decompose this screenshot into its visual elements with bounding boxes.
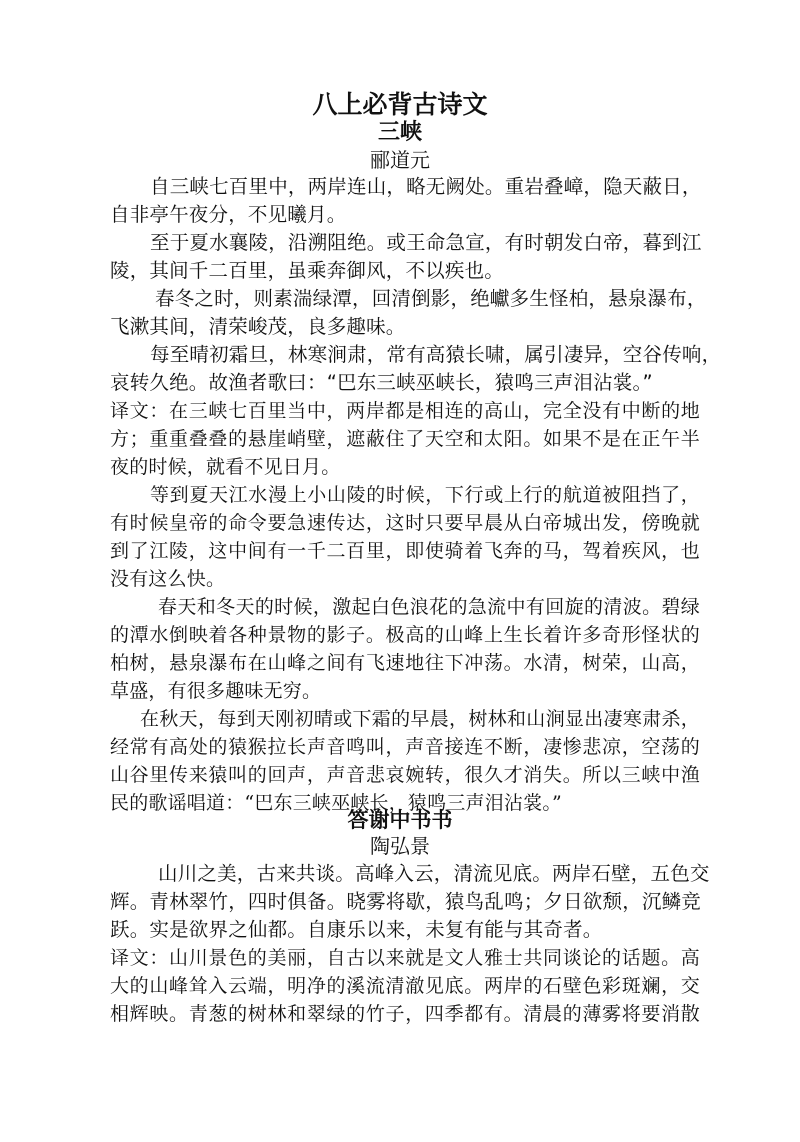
text-line: 哀转久绝。故渔者歌曰：“巴东三峡巫峡长，猿鸣三声泪沾裳。”	[110, 371, 653, 394]
translation-line: 夜的时候，就看不见日月。	[110, 456, 341, 478]
translation-line: 大的山峰耸入云端，明净的溪流清澈见底。两岸的石壁色彩斑斓，交	[110, 975, 700, 997]
translation-line: 方；重重叠叠的悬崖峭壁，遮蔽住了天空和太阳。如果不是在正午半	[110, 428, 700, 450]
text-line: 每至晴初霜旦，林寒涧肃，常有高猿长啸，属引凄异，空谷传响，	[150, 343, 722, 366]
translation-line: 没有这么快。	[110, 568, 226, 590]
text-line: 跃。实是欲界之仙都。自康乐以来，未复有能与其奇者。	[110, 918, 603, 941]
text-line: 至于夏水襄陵，沿溯阻绝。或王命急宣，有时朝发白帝，暮到江	[150, 231, 702, 254]
text-line: 自三峡七百里中，两岸连山，略无阙处。重岩叠嶂，隐天蔽日，	[150, 175, 702, 198]
translation-line: 有时候皇帝的命令要急速传达，这时只要早晨从白帝城出发，傍晚就	[110, 512, 700, 534]
translation-line: 民的歌谣唱道：“巴东三峡巫峡长，猿鸣三声泪沾裳。”	[110, 792, 562, 814]
text-line: 自非亭午夜分，不见曦月。	[110, 203, 347, 226]
translation-line: 柏树，悬泉瀑布在山峰之间有飞速地往下冲荡。水清，树荣，山高，	[110, 652, 700, 674]
translation-line: 春天和冬天的时候，激起白色浪花的急流中有回旋的清波。碧绿	[158, 596, 700, 618]
translation-line: 经常有高处的猿猴拉长声音鸣叫，声音接连不断，凄惨悲凉，空荡的	[110, 736, 700, 758]
section-title-sanxia: 三峡	[377, 120, 422, 145]
translation-line: 等到夏天江水漫上小山陵的时候，下行或上行的航道被阻挡了，	[150, 484, 700, 506]
section-title-daxiezhongshushu: 答谢中书书	[347, 808, 453, 832]
translation-line: 在秋天，每到天刚初晴或下霜的早晨，树林和山涧显出凄寒肃杀，	[140, 708, 700, 730]
text-line: 陵，其间千二百里，虽乘奔御风，不以疾也。	[110, 259, 505, 282]
translation-line: 相辉映。青葱的树林和翠绿的竹子，四季都有。清晨的薄雾将要消散	[110, 1003, 700, 1025]
stray-mark	[568, 928, 575, 935]
translation-line: 译文：在三峡七百里当中，两岸都是相连的高山，完全没有中断的地	[110, 400, 700, 422]
translation-line: 草盛，有很多趣味无穷。	[110, 680, 322, 702]
text-line: 飞漱其间，清荣峻茂，良多趣味。	[110, 315, 406, 338]
translation-line: 到了江陵，这中间有一千二百里，即使骑着飞奔的马，驾着疾风，也	[110, 540, 700, 562]
document-title: 八上必背古诗文	[312, 90, 488, 119]
section-author-daxiezhongshushu: 陶弘景	[370, 834, 430, 858]
text-line: 辉。青林翠竹，四时俱备。晓雾将歇，猿鸟乱鸣；夕日欲颓，沉鳞竞	[110, 890, 702, 913]
text-line: 山川之美，古来共谈。高峰入云，清流见底。两岸石壁，五色交	[158, 862, 710, 885]
translation-line: 译文：山川景色的美丽，自古以来就是文人雅士共同谈论的话题。高	[110, 947, 700, 969]
translation-line: 山谷里传来猿叫的回声，声音悲哀婉转，很久才消失。所以三峡中渔	[110, 764, 700, 786]
translation-line: 的潭水倒映着各种景物的影子。极高的山峰上生长着许多奇形怪状的	[110, 624, 700, 646]
section-author-sanxia: 郦道元	[370, 148, 430, 172]
text-line: 春冬之时，则素湍绿潭，回清倒影，绝巘多生怪柏，悬泉瀑布，	[155, 287, 707, 310]
